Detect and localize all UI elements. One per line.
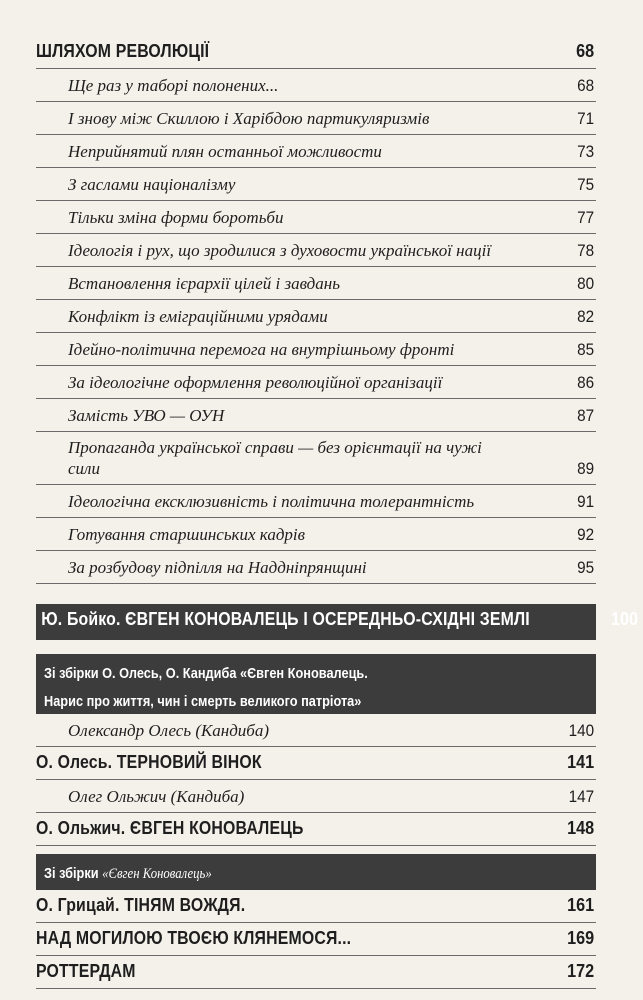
toc-item	[36, 432, 596, 485]
item-title: З гаслами націоналізму	[68, 174, 236, 194]
toc-item	[36, 518, 596, 551]
item-title: Олег Ольжич (Кандиба)	[68, 786, 245, 806]
page-number: 82	[577, 306, 595, 326]
page-number: 87	[577, 405, 595, 425]
item-title: Ідейно-політична перемога на внутрішньому фронті	[68, 339, 455, 359]
item-title: Готування старшинських кадрів	[68, 524, 306, 544]
toc-item	[36, 333, 596, 366]
toc-item	[36, 551, 596, 584]
page-number: 172	[567, 961, 595, 982]
section-title: РОТТЕРДАМ	[36, 961, 136, 982]
item-title: Неприйнятий плян останньої можливости	[68, 141, 382, 161]
page-number: 148	[567, 818, 595, 839]
toc-item	[36, 485, 596, 518]
page-number: 85	[577, 339, 595, 359]
toc-item	[36, 267, 596, 300]
toc-section-shlyakhom-revolyutsii	[36, 36, 596, 69]
item-title: За ідеологічне оформлення революційної організації	[68, 372, 443, 392]
item-title: Олександр Олесь (Кандиба)	[68, 720, 270, 740]
group-prefix: Зі збірки	[44, 866, 103, 882]
page-number: 95	[577, 557, 595, 577]
toc-item	[36, 300, 596, 333]
page-number: 78	[577, 240, 595, 260]
page-number: 80	[577, 273, 595, 293]
page-number: 68	[576, 41, 595, 62]
toc-section-boyko	[36, 604, 639, 640]
page-number: 75	[577, 174, 595, 194]
page-number: 73	[577, 141, 595, 161]
item-title: Встановлення ієрархії цілей і завдань	[68, 273, 340, 293]
item-title: Ідеологічна ексклюзивність і політична толерантність	[68, 491, 475, 511]
section-title: О. Олесь. ТЕРНОВИЙ ВІНОК	[36, 752, 262, 773]
item-title: Тільки зміна форми боротьби	[68, 207, 284, 227]
toc-item	[36, 102, 596, 135]
toc-item	[36, 201, 596, 234]
page-number: 92	[577, 524, 595, 544]
item-title: Пропаганда української справи — без орієнтації на чужі сили	[68, 438, 482, 478]
toc-item	[36, 69, 596, 102]
toc-item	[36, 168, 596, 201]
table-of-contents	[36, 36, 639, 989]
group-line: Зі збірки О. Олесь, О. Кандиба «Євген Коновалець.	[44, 666, 368, 682]
group-header-konovalets	[36, 854, 596, 890]
toc-item	[36, 780, 596, 813]
page-number: 77	[577, 207, 595, 227]
group-line: Нарис про життя, чин і смерть великого патріота»	[44, 694, 362, 710]
toc-item	[36, 366, 596, 399]
item-title: Замість УВО — ОУН	[68, 405, 225, 425]
group-header-oles-kandyba	[36, 654, 596, 714]
section-title: Ю. Бойко. ЄВГЕН КОНОВАЛЕЦЬ І ОСЕРЕДНЬО-СХІДНІ ЗЕМЛІ	[41, 609, 530, 630]
toc-section-nad-mohyloyu	[36, 923, 596, 956]
section-title: ШЛЯХОМ РЕВОЛЮЦІЇ	[36, 41, 210, 62]
page-number: 140	[568, 720, 595, 740]
toc-item	[36, 399, 596, 432]
page-number: 169	[567, 928, 595, 949]
toc-item	[36, 234, 596, 267]
toc-item	[36, 135, 596, 168]
page-number: 68	[577, 75, 595, 95]
page-number: 89	[577, 458, 595, 478]
group-quote: «Євген Коновалець»	[102, 866, 212, 882]
group-line	[44, 860, 523, 888]
section-title: О. Грицай. ТІНЯМ ВОЖДЯ.	[36, 895, 246, 916]
section-title: НАД МОГИЛОЮ ТВОЄЮ КЛЯНЕМОСЯ...	[36, 928, 352, 949]
page-number: 147	[568, 786, 595, 806]
page-number: 141	[567, 752, 595, 773]
page-number: 91	[577, 491, 595, 511]
toc-section-rotterdam	[36, 956, 596, 989]
page-number: 161	[567, 895, 595, 916]
toc-section-hrytsai	[36, 890, 596, 923]
item-title: І знову між Скиллою і Харібдою партикуляризмів	[68, 108, 430, 128]
item-title: Конфлікт із еміграційними урядами	[68, 306, 328, 326]
item-title: Ще раз у таборі полонених...	[68, 75, 279, 95]
toc-item	[36, 714, 596, 747]
toc-section-ternovyi-vinok	[36, 747, 596, 780]
page-number: 86	[577, 372, 595, 392]
page-number: 71	[577, 108, 595, 128]
section-title: О. Ольжич. ЄВГЕН КОНОВАЛЕЦЬ	[36, 818, 304, 839]
item-title: Ідеологія і рух, що зродилися з духовости української нації	[68, 240, 492, 260]
toc-section-olzhych	[36, 813, 596, 846]
page-number: 100	[611, 609, 639, 630]
item-title: За розбудову підпілля на Наддніпрянщині	[68, 557, 367, 577]
